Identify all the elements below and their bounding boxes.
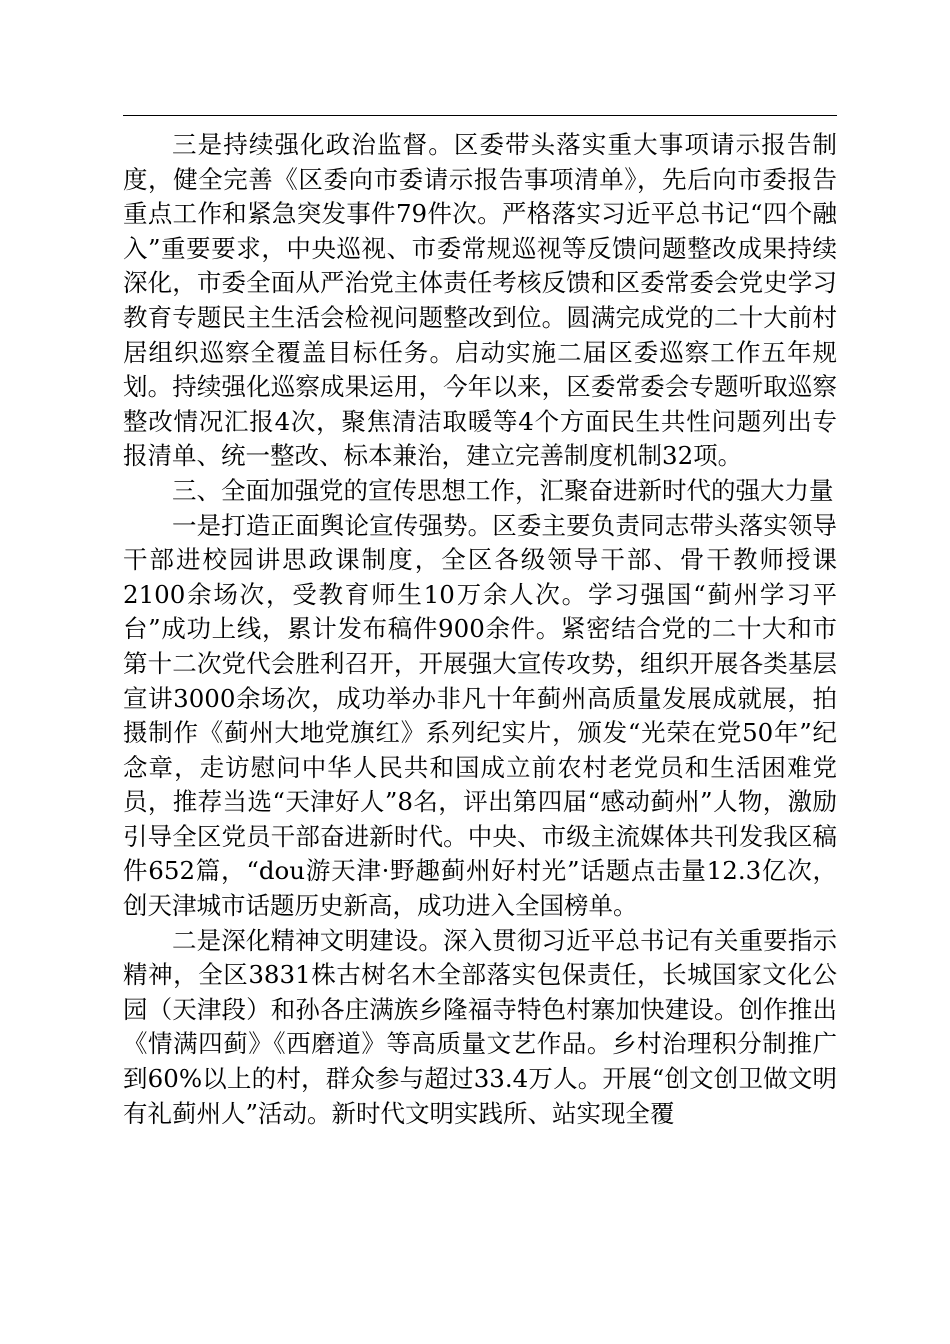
document-body [123,128,837,1131]
paragraph-spiritual-civilization: 二是深化精神文明建设。深入贯彻习近平总书记有关重要指示精神，全区3831株古树名木全部落实包保责任，长城国家文化公园（天津段）和孙各庄满族乡隆福寺特色村寨加快建设。创作推出《情满四蓟》《西磨道》等高质量文艺作品。乡村治理积分制推广到60%以上的村，群众参与超过33.4万人。开展“创文创卫做文明有礼蓟州人”活动。新时代文明实践所、站实现全覆 [123,925,837,1128]
section-heading-propaganda: 三、全面加强党的宣传思想工作，汇聚奋进新时代的强大力量 [172,475,834,505]
paragraph-public-opinion: 一是打造正面舆论宣传强势。区委主要负责同志带头落实领导干部进校园讲思政课制度，全区各级领导干部、骨干教师授课2100余场次，受教育师生10万余人次。学习强国“蓟州学习平台”成功上线，累计发布稿件900余件。紧密结合党的二十大和市第十二次党代会胜利召开，开展强大宣传攻势，组织开展各类基层宣讲3000余场次，成功举办非凡十年蓟州高质量发展成就展，拍摄制作《蓟州大地党旗红》系列纪实片，颁发“光荣在党50年”纪念章，走访慰问中华人民共和国成立前农村老党员和生活困难党员，推荐当选“天津好人”8名，评出第四届“感动蓟州”人物，激励引导全区党员干部奋进新时代。中央、市级主流媒体共刊发我区稿件652篇，“dou游天津·野趣蓟州好村光”话题点击量12.3亿次，创天津城市话题历史新高，成功进入全国榜单。 [123,510,837,921]
header-rule [123,115,837,116]
paragraph-political-supervision: 三是持续强化政治监督。区委带头落实重大事项请示报告制度，健全完善《区委向市委请示报告事项清单》，先后向市委报告重点工作和紧急突发事件79件次。严格落实习近平总书记“四个融入”重要要求，中央巡视、市委常规巡视等反馈问题整改成果持续深化，市委全面从严治党主体责任考核反馈和区委常委会党史学习教育专题民主生活会检视问题整改到位。圆满完成党的二十大前村居组织巡察全覆盖目标任务。启动实施二届区委巡察工作五年规划。持续强化巡察成果运用，今年以来，区委常委会专题听取巡察整改情况汇报4次，聚焦清洁取暖等4个方面民生共性问题列出专报清单、统一整改、标本兼治，建立完善制度机制32项。 [123,130,837,471]
